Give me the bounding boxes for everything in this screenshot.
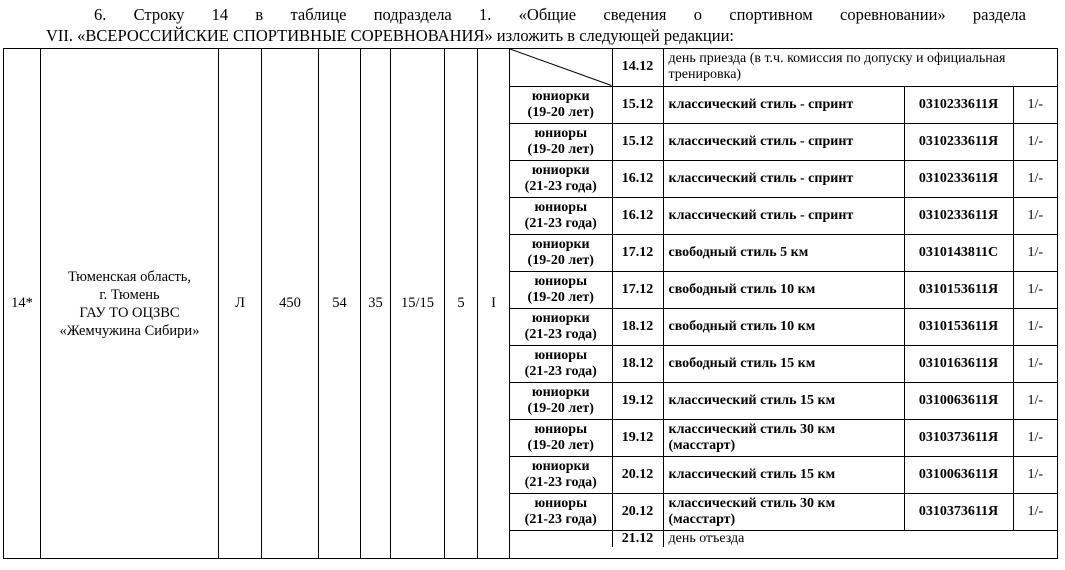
- event-discipline: классический стиль - спринт: [663, 160, 904, 197]
- event-age-group: юниорки (19-20 лет): [510, 86, 612, 123]
- departure-row: [510, 530, 1057, 547]
- event-date: 16.12: [612, 197, 663, 234]
- event-age-group: юниорки (21-23 года): [510, 456, 612, 493]
- event-date: 19.12: [612, 382, 663, 419]
- event-count: 1/-: [1013, 234, 1057, 271]
- event-code: 0310233611Я: [904, 123, 1013, 160]
- event-discipline: классический стиль - спринт: [663, 123, 904, 160]
- event-code: 0310063611Я: [904, 382, 1013, 419]
- event-row: [510, 308, 1057, 345]
- event-code: 0310233611Я: [904, 197, 1013, 234]
- cell-450: 450: [262, 49, 319, 559]
- event-date: 15.12: [612, 123, 663, 160]
- cell-i: I: [478, 49, 510, 559]
- event-age-group: юниорки (21-23 года): [510, 160, 612, 197]
- event-discipline: свободный стиль 10 км: [663, 271, 904, 308]
- cell-15-15: 15/15: [391, 49, 445, 559]
- intro-line-2: VII. «ВСЕРОССИЙСКИЕ СПОРТИВНЫЕ СОРЕВНОВАНИЯ» изложить в следующей редакции:: [46, 26, 735, 45]
- departure-date: 21.12: [612, 530, 663, 547]
- event-code: 0310373611Я: [904, 493, 1013, 530]
- departure-text: день отъезда: [663, 530, 1057, 547]
- event-code: 0310373611Я: [904, 419, 1013, 456]
- event-row: [510, 234, 1057, 271]
- table-row: [4, 49, 1058, 559]
- event-row: [510, 456, 1057, 493]
- arrival-text: день приезда (в т.ч. комиссия по допуску и официальная тренировка): [663, 49, 1057, 86]
- event-count: 1/-: [1013, 160, 1057, 197]
- event-date: 19.12: [612, 419, 663, 456]
- cell-5: 5: [445, 49, 478, 559]
- intro-paragraph: [46, 4, 1026, 46]
- event-code: 0310233611Я: [904, 160, 1013, 197]
- event-discipline: свободный стиль 15 км: [663, 345, 904, 382]
- event-row: [510, 345, 1057, 382]
- intro-line-1: 6. Строку 14 в таблице подраздела 1. «Общие сведения о спортивном соревновании» раздела: [94, 5, 1026, 24]
- event-count: 1/-: [1013, 308, 1057, 345]
- event-age-group: юниоры (21-23 года): [510, 493, 612, 530]
- event-age-group: юниорки (21-23 года): [510, 308, 612, 345]
- event-code: 0310233611Я: [904, 86, 1013, 123]
- competition-table: [3, 48, 1058, 559]
- cell-54: 54: [319, 49, 361, 559]
- event-date: 20.12: [612, 456, 663, 493]
- event-code: 0310063611Я: [904, 456, 1013, 493]
- event-age-group: юниоры (21-23 года): [510, 345, 612, 382]
- event-row: [510, 419, 1057, 456]
- event-row: [510, 197, 1057, 234]
- event-count: 1/-: [1013, 345, 1057, 382]
- event-code: 0310163611Я: [904, 345, 1013, 382]
- organizer-cell: Тюменская область, г. Тюмень ГАУ ТО ОЦЗВС «Жемчужина Сибири»: [41, 49, 219, 559]
- event-discipline: свободный стиль 5 км: [663, 234, 904, 271]
- event-age-group: юниорки (19-20 лет): [510, 382, 612, 419]
- event-code: 0310153611Я: [904, 308, 1013, 345]
- empty-cell: [510, 530, 612, 547]
- arrival-date: 14.12: [612, 49, 663, 86]
- event-date: 15.12: [612, 86, 663, 123]
- event-count: 1/-: [1013, 197, 1057, 234]
- event-discipline: классический стиль 15 км: [663, 382, 904, 419]
- event-count: 1/-: [1013, 123, 1057, 160]
- event-count: 1/-: [1013, 493, 1057, 530]
- event-row: [510, 160, 1057, 197]
- event-age-group: юниорки (19-20 лет): [510, 234, 612, 271]
- event-count: 1/-: [1013, 382, 1057, 419]
- event-discipline: свободный стиль 10 км: [663, 308, 904, 345]
- schedule-table: [510, 49, 1057, 547]
- event-date: 18.12: [612, 308, 663, 345]
- event-discipline: классический стиль 30 км (масстарт): [663, 493, 904, 530]
- event-discipline: классический стиль - спринт: [663, 86, 904, 123]
- row-number: 14*: [4, 49, 41, 559]
- event-date: 20.12: [612, 493, 663, 530]
- event-age-group: юниоры (21-23 года): [510, 197, 612, 234]
- event-date: 17.12: [612, 234, 663, 271]
- event-count: 1/-: [1013, 419, 1057, 456]
- diagonal-cell: [510, 49, 612, 86]
- event-date: 17.12: [612, 271, 663, 308]
- diagonal-line: [510, 49, 612, 86]
- event-date: 16.12: [612, 160, 663, 197]
- event-row: [510, 382, 1057, 419]
- event-age-group: юниоры (19-20 лет): [510, 419, 612, 456]
- event-age-group: юниоры (19-20 лет): [510, 271, 612, 308]
- event-discipline: классический стиль - спринт: [663, 197, 904, 234]
- event-code: 0310153611Я: [904, 271, 1013, 308]
- event-row: [510, 271, 1057, 308]
- schedule-cell: [510, 49, 1058, 559]
- cell-35: 35: [361, 49, 391, 559]
- event-discipline: классический стиль 15 км: [663, 456, 904, 493]
- event-count: 1/-: [1013, 86, 1057, 123]
- event-code: 0310143811С: [904, 234, 1013, 271]
- event-row: [510, 86, 1057, 123]
- event-count: 1/-: [1013, 456, 1057, 493]
- event-date: 18.12: [612, 345, 663, 382]
- cell-l: Л: [219, 49, 262, 559]
- event-row: [510, 493, 1057, 530]
- event-row: [510, 123, 1057, 160]
- event-discipline: классический стиль 30 км (масстарт): [663, 419, 904, 456]
- event-age-group: юниоры (19-20 лет): [510, 123, 612, 160]
- event-count: 1/-: [1013, 271, 1057, 308]
- arrival-row: [510, 49, 1057, 86]
